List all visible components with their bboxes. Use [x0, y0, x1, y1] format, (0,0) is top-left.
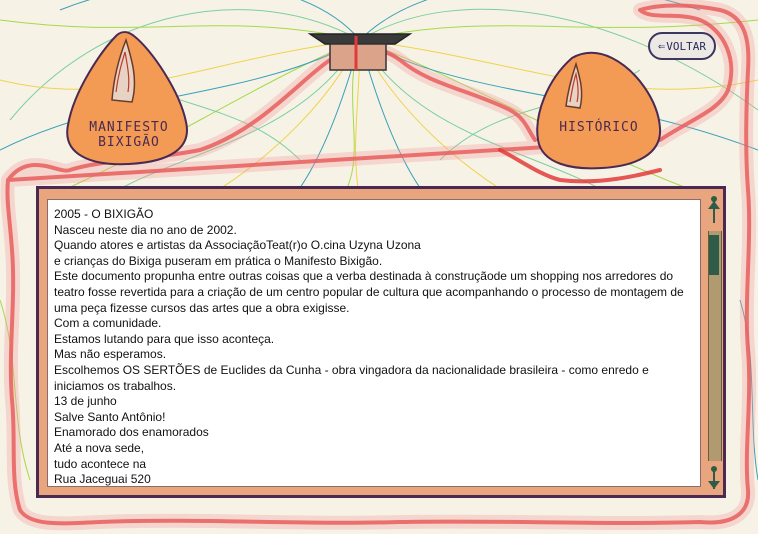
scroll-down-arrow-icon[interactable] [706, 463, 722, 495]
vertical-scrollbar[interactable] [705, 191, 723, 493]
text-line: tudo acontece na [54, 456, 147, 471]
text-paragraph: Este documento propunha entre outras coisas que a verba destinada à construçãode um shopping nos arredores do teatro fosse revertida para a criação de um centro popular de cultura que acompanhando o processo de montagem de uma peça fizesse cursos das artes que a obra exigisse. [54, 269, 684, 315]
text-line: Rua Jaceguai 520 [54, 472, 151, 487]
text-paragraph: Escolhemos OS SERTÕES de Euclides da Cunha - obra vingadora da nacionalidade brasileira - como enredo e iniciamos os trabalhos. [54, 362, 649, 393]
content-panel [36, 186, 726, 498]
text-content-area [47, 199, 701, 487]
text-line: Até a nova sede, [54, 440, 145, 455]
text-line: Enamorado dos enamorados [54, 425, 209, 440]
voltar-button[interactable] [648, 32, 716, 60]
text-line: Mas não esperamos. [54, 347, 167, 362]
historico-label: HISTÓRICO [559, 120, 639, 135]
arrow-left-icon: ⇐ [658, 39, 666, 53]
historico-link[interactable] [532, 50, 666, 172]
historico-blob-shape [532, 50, 666, 172]
text-line: Estamos lutando para que isso aconteça. [54, 331, 275, 346]
text-line: e crianças do Bixiga puseram em prática o Manifesto Bixigão. [54, 253, 383, 268]
text-line: Com a comunidade. [54, 316, 162, 331]
scroll-thumb[interactable] [709, 235, 719, 275]
text-line: Salve Santo Antônio! [54, 409, 166, 424]
text-line: Quando atores e artistas da AssociaçãoTeat(r)o O.cina Uzyna Uzona [54, 238, 421, 253]
text-line: Nasceu neste dia no ano de 2002. [54, 222, 237, 237]
text-line: 2005 - O BIXIGÃO [54, 207, 154, 221]
manifesto-bixigao-link[interactable] [62, 30, 196, 170]
text-line: 13 de junho [54, 394, 117, 409]
voltar-label: VOLTAR [666, 39, 706, 53]
scroll-up-arrow-icon[interactable] [706, 195, 722, 227]
manifesto-label: MANIFESTO BIXIGÃO [89, 120, 169, 150]
